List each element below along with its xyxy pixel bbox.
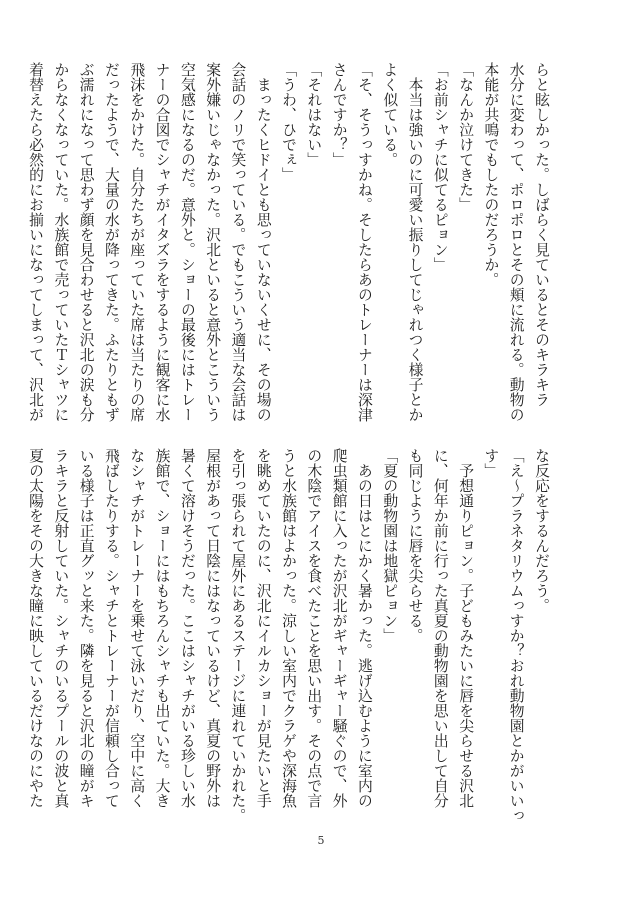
- text-line: 「なんか泣けてきた」: [457, 62, 475, 212]
- lower-text-block: [23, 448, 554, 828]
- text-line: 本能が共鳴でもしたのだろうか。: [482, 62, 500, 287]
- upper-text-block: [23, 62, 554, 438]
- text-line: す」: [482, 448, 500, 478]
- text-line: 案外嫌いじゃなかった。沢北といると意外とこういう: [204, 62, 222, 422]
- text-line: 飛沫をかけた。自分たちが座っていた席は当たりの席: [128, 62, 146, 422]
- text-line: らと眩しかった。しばらく見ているとそのキラキラ: [533, 62, 550, 407]
- text-line: も同じように唇を尖らせる。: [406, 448, 424, 643]
- text-line: あの日はとにかく暑かった。逃げ込むように室内の: [355, 448, 373, 808]
- text-line: 水分に変わって、ポロポロとその頬に流れる。動物の: [507, 62, 525, 422]
- text-line: の木陰でアイスを食べたことを思い出す。その点で言: [305, 448, 323, 808]
- text-line: 屋根があって日陰にはなっているけど、真夏の野外は: [204, 448, 222, 808]
- text-line: な反応をするんだろう。: [533, 448, 550, 613]
- text-line: よく似ている。: [381, 62, 399, 167]
- text-line: 「え～プラネタリウムっすか？おれ動物園とかがいいっ: [507, 448, 525, 823]
- page-number: 5: [317, 834, 325, 847]
- text-line: に、何年か前に行った真夏の動物園を思い出して自分: [431, 448, 449, 808]
- text-line: ぶ濡れになって思わず顔を見合わせると沢北の涙も分: [77, 62, 95, 422]
- text-line: ラキラと反射していた。シャチのいるプールの波と真: [52, 448, 70, 808]
- text-line: からなくなっていた。水族館で売っていたＴシャツに: [52, 62, 70, 422]
- text-line: 「うわ、ひでぇ」: [280, 62, 298, 182]
- text-line: 予想通りピョン。子どもみたいに唇を尖らせる沢北: [457, 448, 475, 808]
- text-line: さんですか？」: [330, 62, 348, 167]
- text-line: 「夏の動物園は地獄ピョン」: [381, 448, 399, 643]
- text-line: 飛ばしたりする。シャチとトレーナーが信頼し合って: [102, 448, 120, 808]
- text-line: 本当は強いのに可愛い振りしてじゃれつく様子とか: [406, 62, 424, 422]
- text-line: を引っ張られて屋外にあるステージに連れていかれた。: [229, 448, 247, 823]
- text-line: なシャチがトレーナーを乗せて泳いだり、空中に高く: [128, 448, 146, 808]
- text-line: 「そ、そうっすかね。そしたらあのトレーナーは深津: [355, 62, 373, 422]
- text-line: ナーの合図でシャチがイタズラをするように観客に水: [153, 62, 171, 422]
- text-line: 着替えたら必然的にお揃いになってしまって、沢北が: [27, 62, 45, 422]
- text-line: 族館で、ショーにはもちろんシャチも出ていた。大き: [153, 448, 171, 808]
- text-line: 「それはない」: [305, 62, 323, 167]
- text-line: 会話のノリで笑っている。でもこういう適当な会話は: [229, 62, 247, 422]
- text-line: いる様子は正直グッと来た。隣を見ると沢北の瞳がキ: [77, 448, 95, 808]
- text-line: を眺めていたのに、沢北にイルカショーが見たいと手: [254, 448, 272, 808]
- text-line: 空気感になるのだ。意外と。ショーの最後にはトレー: [178, 62, 196, 422]
- text-line: 暑くて溶けそうだった。ここはシャチがいる珍しい水: [178, 448, 196, 808]
- text-line: うと水族館はよかった。涼しい室内でクラゲや深海魚: [280, 448, 298, 808]
- text-line: まったくヒドイとも思っていないくせに、その場の: [254, 62, 272, 422]
- text-line: だったようで、大量の水が降ってきた。ふたりともず: [102, 62, 120, 422]
- text-line: 「お前シャチに似てるピョン」: [431, 62, 449, 272]
- text-line: 夏の太陽をその大きな瞳に映しているだけなのにやた: [27, 448, 45, 808]
- text-line: 爬虫類館に入ったが沢北がギャーギャー騒ぐので、外: [330, 448, 348, 808]
